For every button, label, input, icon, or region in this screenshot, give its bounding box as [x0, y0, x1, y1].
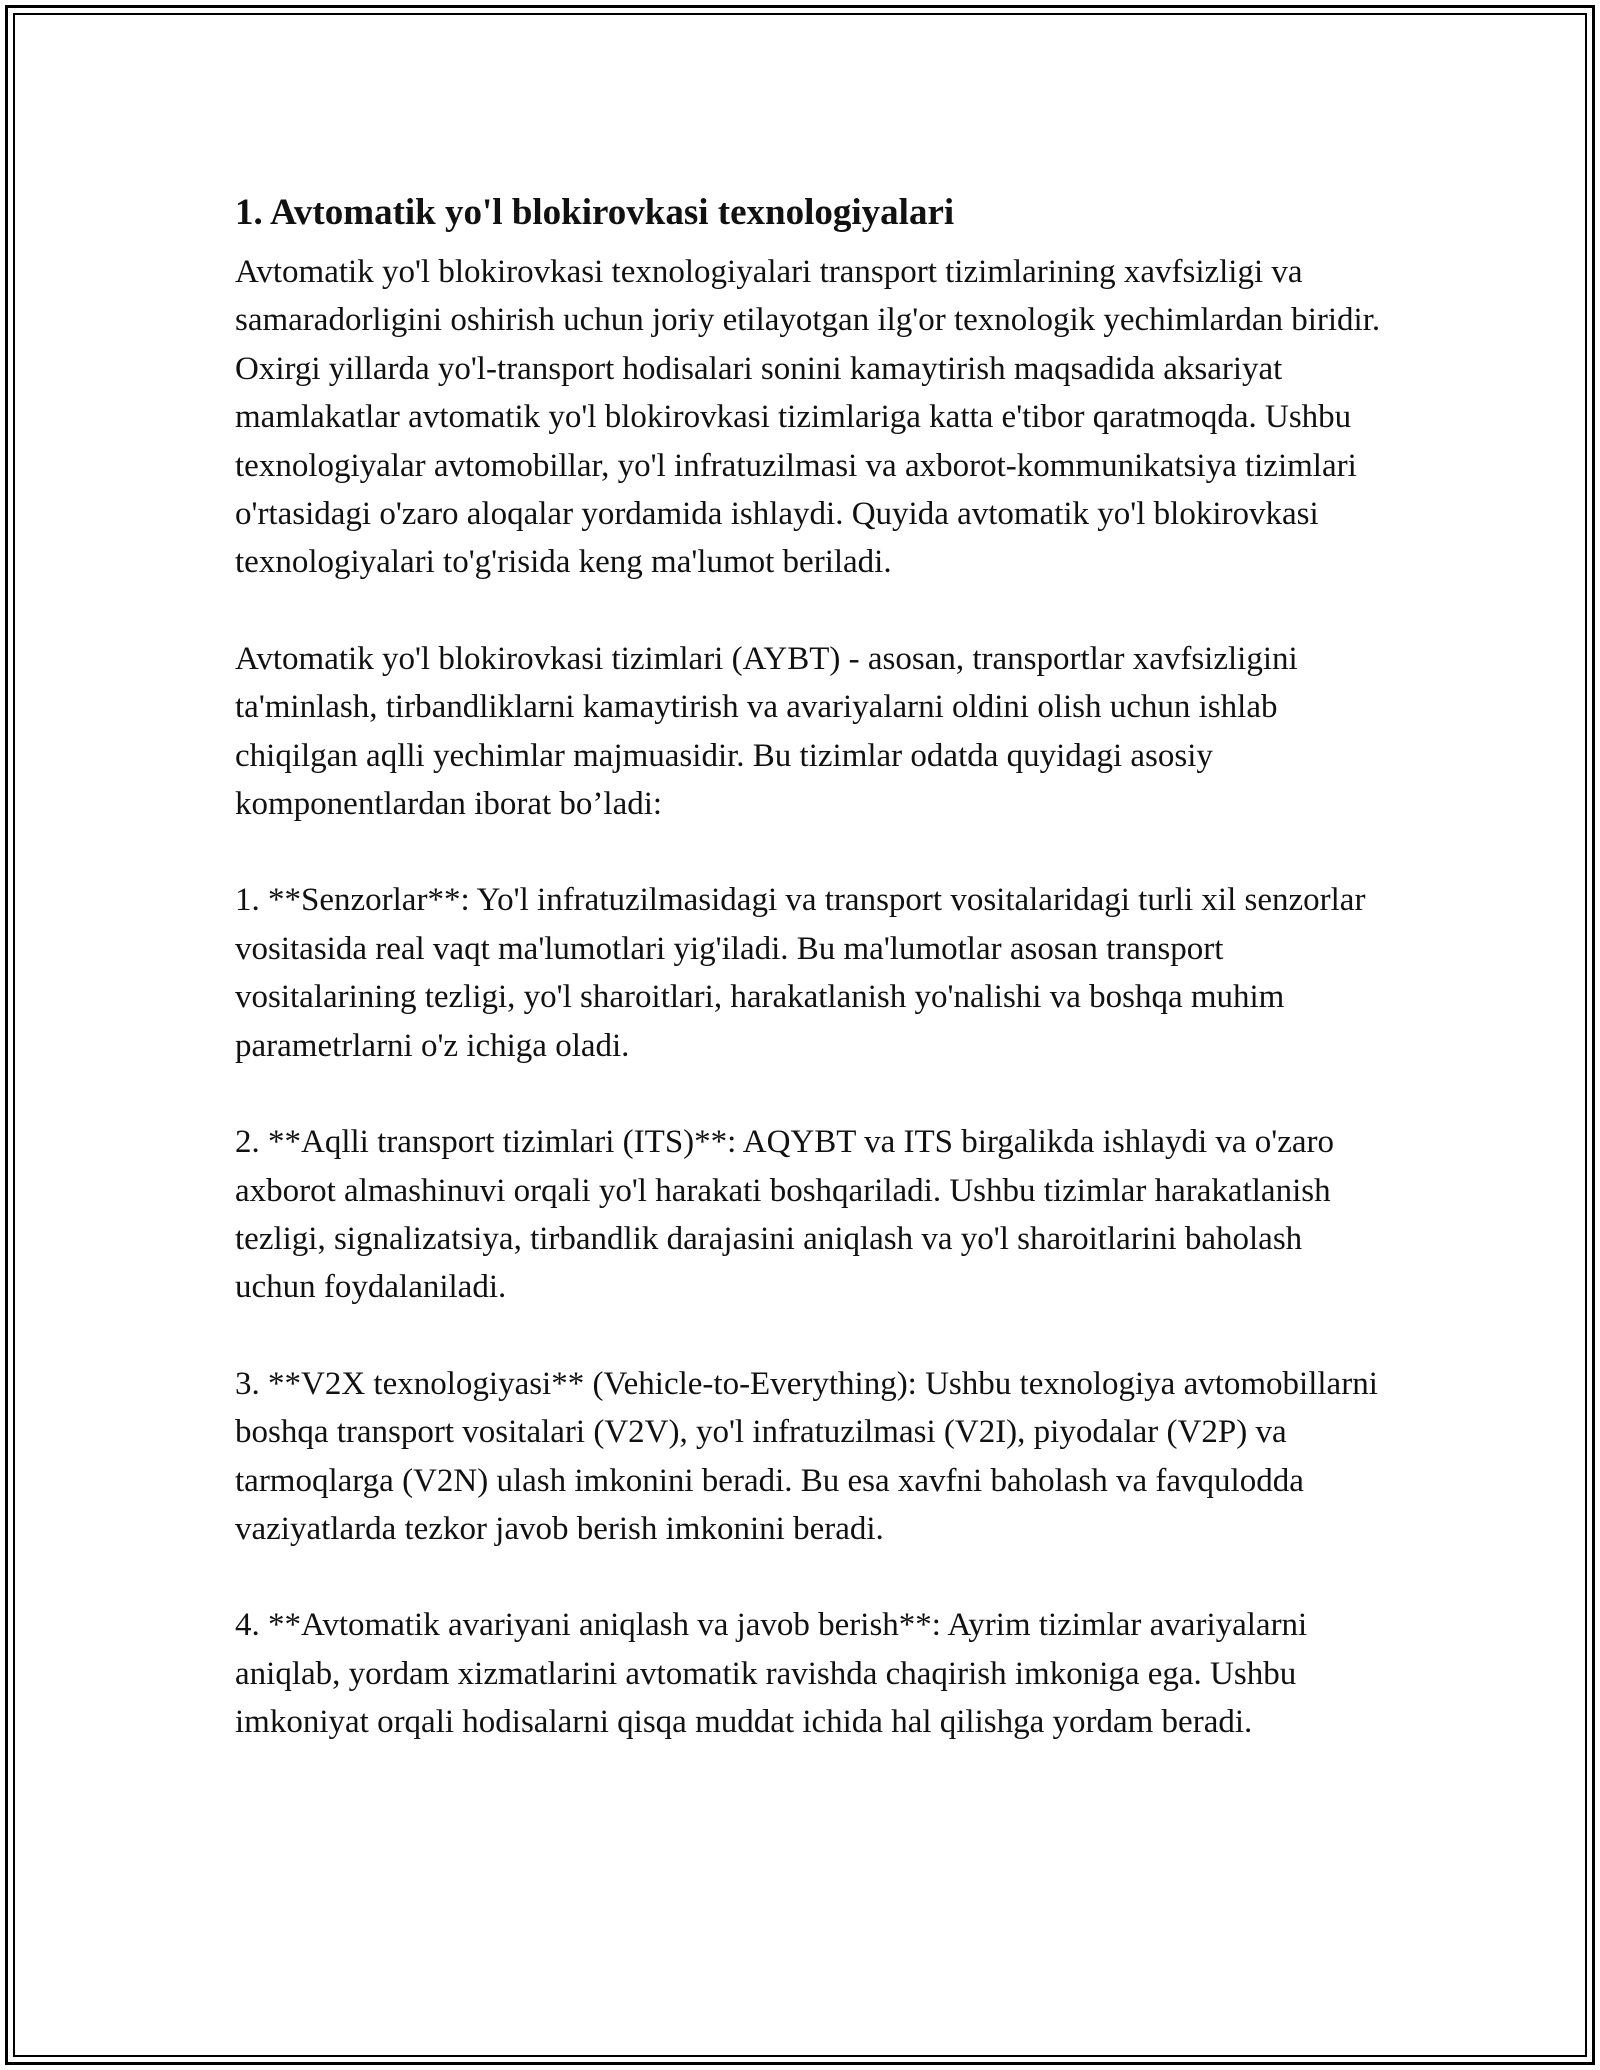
list-item-its: 2. **Aqlli transport tizimlari (ITS)**: AQYBT va ITS birgalikda ishlaydi va o'zaro axborot almashinuvi orqali yo'l harakati boshqariladi. Ushbu tizimlar harakatlanish tezligi, signalizatsiya, tirbandlik darajasini aniqlash va yo'l sharoitlarini baholash uchun foydalaniladi. [235, 1124, 1335, 1306]
section-heading: 1. Avtomatik yo'l blokirovkasi texnologiyalari [235, 192, 955, 233]
list-item-v2x: 3. **V2X texnologiyasi** (Vehicle-to-Everything): Ushbu texnologiya avtomobillarni boshqa transport vositalari (V2V), yo'l infratuzilmasi (V2I), piyodalar (V2P) va tarmoqlarga (V2N) ulash imkonini beradi. Bu esa xavfni baholash va favqulodda vaziyatlarda tezkor javob berish imkonini beradi. [235, 1365, 1378, 1547]
aybt-definition-paragraph: Avtomatik yo'l blokirovkasi tizimlari (AYBT) - asosan, transportlar xavfsizligini ta'minlash, tirbandliklarni kamaytirish va avariyalarni oldini olish uchun ishlab chiqilgan aqlli yechimlar majmuasidir. Bu tizimlar odatda quyidagi asosiy komponentlardan iborat bo’ladi: [235, 640, 1298, 823]
intro-paragraph: Avtomatik yo'l blokirovkasi texnologiyalari transport tizimlarining xavfsizligi va samaradorligini oshirish uchun joriy etilayotgan ilg'or texnologik yechimlardan biridir. Oxirgi yillarda yo'l-transport hodisalari sonini kamaytirish maqsadida aksariyat mamlakatlar avtomatik yo'l blokirovkasi tizimlariga katta e'tibor qaratmoqda. Ushbu texnologiyalar avtomobillar, yo'l infratuzilmasi va axborot-kommunikatsiya tizimlari o'rtasidagi o'zaro aloqalar yordamida ishlaydi. Quyida avtomatik yo'l blokirovkasi texnologiyalari to'g'risida keng ma'lumot beriladi. [235, 254, 1381, 581]
list-item-sensors: 1. **Senzorlar**: Yo'l infratuzilmasidagi va transport vositalaridagi turli xil senzorlar vositasida real vaqt ma'lumotlari yig'iladi. Bu ma'lumotlar asosan transport vositalarining tezligi, yo'l sharoitlari, harakatlanish yo'nalishi va boshqa muhim parametrlarni o'z ichiga oladi. [235, 882, 1366, 1064]
list-item-accident-detection: 4. **Avtomatik avariyani aniqlash va javob berish**: Ayrim tizimlar avariyalarni aniqlab, yordam xizmatlarini avtomatik ravishda chaqirish imkoniga ega. Ushbu imkoniyat orqali hodisalarni qisqa muddat ichida hal qilishga yordam beradi. [235, 1607, 1308, 1741]
document-body [235, 188, 1385, 1747]
